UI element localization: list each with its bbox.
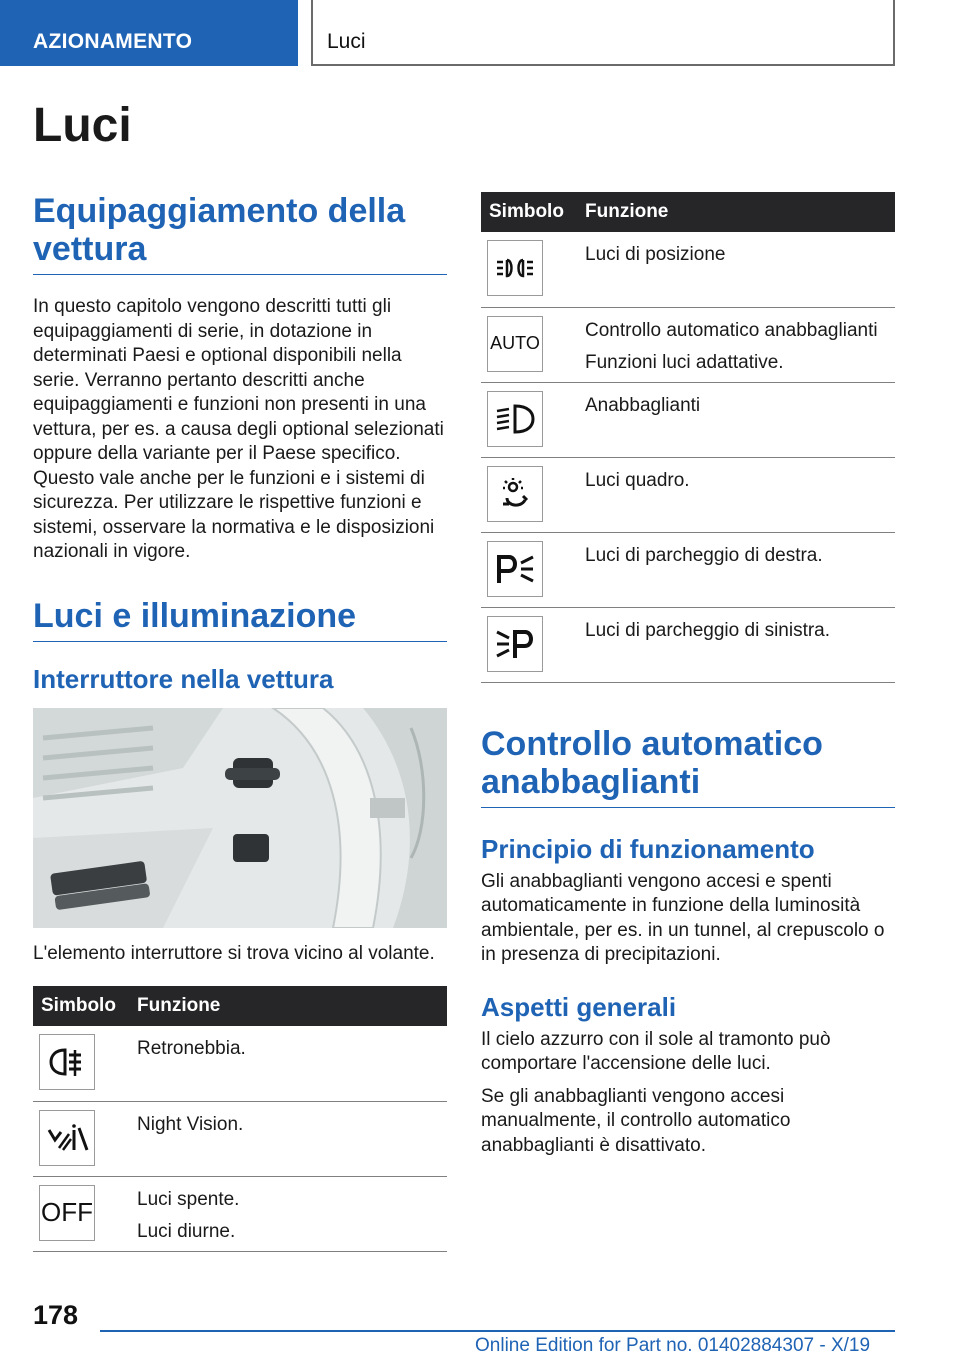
- auto-heading: Controllo automatico anabbaglianti: [481, 725, 895, 808]
- switch-heading: Interruttore nella vettura: [33, 663, 334, 694]
- switch-photo: [33, 708, 447, 928]
- right-column: [481, 192, 895, 1158]
- rear-fog-light-icon: [39, 1034, 95, 1090]
- equipment-text: In questo capitolo vengono descritti tutti gli equipaggiamenti di serie, in dotazione in determinati Paesi e optional disponibili nella serie. Verranno pertanto descritti anche equipaggiamenti e funzioni non presenti in una vettura, per es. a causa degli optional selezionati oppure della variante per il Paese specifico. Questo vale anche per le funzioni e i sistemi di sicurezza. Per utilizzare le rispettive funzioni e sistemi, osservare la normativa e le disposizioni nazionali in vigore.: [33, 296, 444, 562]
- topic-label[interactable]: Luci: [327, 30, 366, 53]
- table-row: [481, 307, 895, 382]
- low-beam-icon: [487, 391, 543, 447]
- topic-box: [311, 0, 895, 66]
- function-text: Luci quadro.: [585, 469, 690, 491]
- auto-symbol-text: AUTO: [490, 333, 540, 353]
- function-text-secondary: Funzioni luci adattative.: [585, 351, 784, 373]
- function-text: Luci spente.: [137, 1188, 240, 1210]
- table-row: [33, 1176, 447, 1251]
- function-text: Luci di parcheggio di destra.: [585, 544, 823, 566]
- table-row: [481, 232, 895, 307]
- table-header-row: [481, 192, 895, 232]
- left-column: [33, 192, 447, 1252]
- page-header: [0, 0, 960, 66]
- section-tab[interactable]: AZIONAMENTO: [0, 0, 298, 66]
- general-heading: Aspetti generali: [481, 991, 677, 1022]
- left-symbol-table: [33, 986, 447, 1252]
- table-row: [481, 382, 895, 457]
- parking-lights-icon: [487, 240, 543, 296]
- instrument-lighting-icon: [487, 466, 543, 522]
- table-header-row: [33, 986, 447, 1026]
- col-symbol-header: Simbolo: [489, 201, 564, 222]
- auto-icon: [487, 316, 543, 372]
- general-text-2: Se gli anabbaglianti vengono accesi manualmente, il controllo automatico anabbaglianti è disattivato.: [481, 1085, 791, 1156]
- general-text-1: Il cielo azzurro con il sole al tramonto può comportare l'accensione delle luci.: [481, 1028, 831, 1074]
- equipment-heading: Equipaggiamento della vettura: [33, 192, 447, 275]
- table-row: [33, 1101, 447, 1176]
- off-symbol-text: OFF: [41, 1197, 93, 1227]
- table-row: [33, 1026, 447, 1101]
- col-symbol-header: Simbolo: [41, 995, 116, 1016]
- footer-divider: [100, 1330, 895, 1332]
- col-function-header: Funzione: [137, 995, 221, 1016]
- principle-text: Gli anabbaglianti vengono accesi e spenti automaticamente in funzione della luminosità ambientale, per es. in un tunnel, al crepuscolo o in presenza di precipitazioni.: [481, 870, 885, 965]
- function-text: Retronebbia.: [137, 1038, 246, 1059]
- table-row: [481, 457, 895, 532]
- table-row: [481, 607, 895, 682]
- footer-edition: Online Edition for Part no. 01402884307 - X/19: [475, 1335, 871, 1356]
- night-vision-icon: [39, 1110, 95, 1166]
- function-text: Controllo automatico anabbaglianti: [585, 319, 878, 341]
- parking-light-left-icon: [487, 616, 543, 672]
- photo-caption: L'elemento interruttore si trova vicino al volante.: [33, 942, 435, 964]
- col-function-header: Funzione: [585, 201, 669, 222]
- switch-illustration: [33, 708, 447, 928]
- page-title: Luci: [33, 99, 132, 152]
- page-number: 178: [33, 1300, 79, 1330]
- function-text: Luci di posizione: [585, 244, 726, 265]
- parking-light-right-icon: [487, 541, 543, 597]
- function-text: Anabbaglianti: [585, 394, 701, 416]
- right-symbol-table: [481, 192, 895, 683]
- table-row: [481, 532, 895, 607]
- function-text: Luci di parcheggio di sinistra.: [585, 619, 831, 641]
- off-icon: [39, 1185, 95, 1241]
- lights-heading: Luci e illuminazione: [33, 597, 447, 642]
- principle-heading: Principio di funzionamento: [481, 833, 815, 864]
- function-text-secondary: Luci diurne.: [137, 1220, 236, 1242]
- function-text: Night Vision.: [137, 1113, 244, 1135]
